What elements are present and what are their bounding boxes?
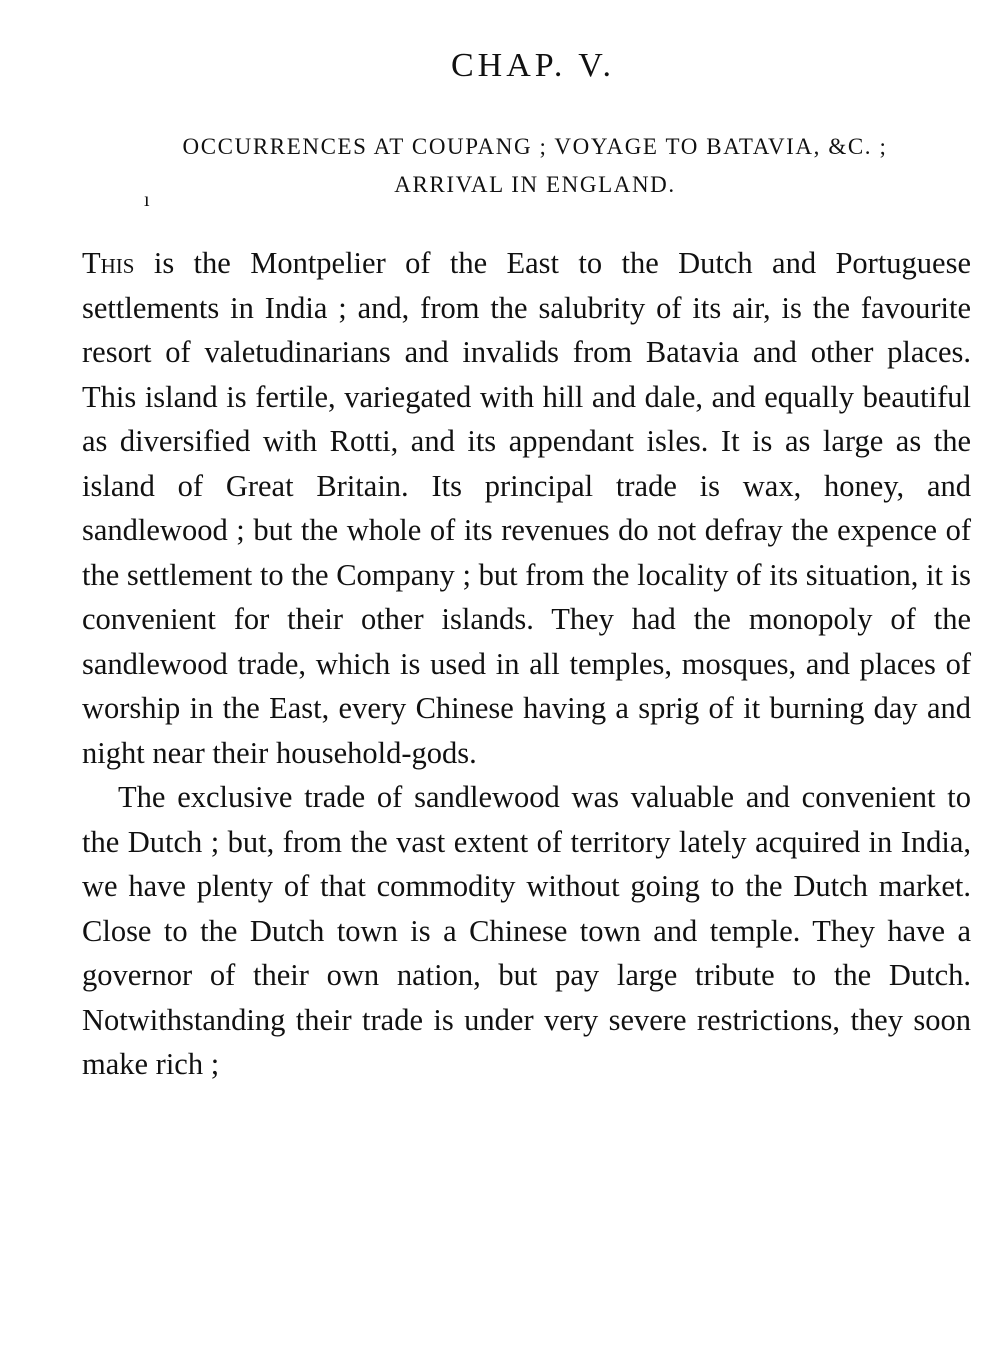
paragraph-1-text: is the Montpelier of the East to the Dutch and Portuguese settlements in India ; and, from the salubrity of its air, is the favourite resort of valetudinarians and invalids from Batavia and other places. This island is fertile, variegated with hill and dale, and equally beautiful as diversified with Rotti, and its appendant isles. It is as large as the island of Great Britain. Its principal trade is wax, honey, and sandlewood ; but the whole of its revenues do not defray the expence of the settlement to the Company ; but from the locality of its situation, it is convenient for their other islands. They had the monopoly of the sandlewood trade, which is used in all temples, mosques, and places of worship in the East, every Chinese having a sprig of it burning day and night near their household-gods. — [82, 246, 971, 770]
paragraph-1 — [82, 241, 971, 775]
subtitle-line-1: OCCURRENCES AT COUPANG ; VOYAGE TO BATAVIA, &C. ; — [182, 134, 888, 159]
chapter-subtitle — [90, 128, 980, 204]
chapter-title: CHAP. V. — [451, 47, 615, 84]
subtitle-line-2: ARRIVAL IN ENGLAND. — [394, 172, 676, 197]
paragraph-1-lead: This — [82, 246, 135, 280]
body-text — [82, 241, 971, 1087]
stray-print-mark: ı — [144, 189, 150, 211]
paragraph-2: The exclusive trade of sandlewood was valuable and convenient to the Dutch ; but, from the vast extent of territory lately acquired in India, we have plenty of that commodity without going to the Dutch market. Close to the Dutch town is a Chinese town and temple. They have a governor of their own nation, but pay large tribute to the Dutch. Notwithstanding their trade is under very severe restrictions, they soon make rich ; — [82, 780, 971, 1081]
